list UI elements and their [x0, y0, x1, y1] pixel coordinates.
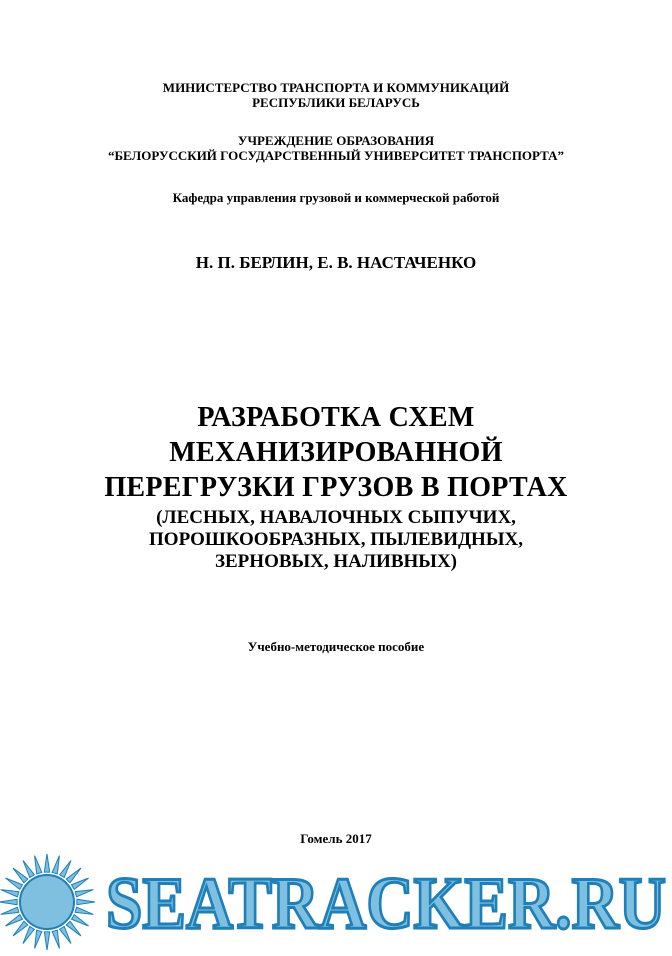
- department: Кафедра управления грузовой и коммерческой работой: [172, 190, 500, 205]
- watermark-text: SEATRACKER.RU: [106, 863, 666, 942]
- watermark-logo: [104, 862, 672, 942]
- place-year: Гомель 2017: [300, 831, 372, 846]
- subtitle-line-2: ПОРОШКООБРАЗНЫХ, ПЫЛЕВИДНЫХ,: [149, 529, 523, 550]
- ministry-line-2: РЕСПУБЛИКИ БЕЛАРУСЬ: [252, 95, 420, 110]
- subtitle-line-1: (ЛЕСНЫХ, НАВАЛОЧНЫХ СЫПУЧИХ,: [156, 507, 516, 528]
- watermark-sun-icon: [0, 846, 110, 956]
- institution-line-1: УЧРЕЖДЕНИЕ ОБРАЗОВАНИЯ: [237, 133, 435, 148]
- title-line-1: РАЗРАБОТКА СХЕМ: [197, 402, 475, 433]
- institution-line-2: “БЕЛОРУССКИЙ ГОСУДАРСТВЕННЫЙ УНИВЕРСИТЕТ ТРАНСПОРТА”: [107, 148, 565, 163]
- title-line-3: ПЕРЕГРУЗКИ ГРУЗОВ В ПОРТАХ: [104, 472, 568, 503]
- document-type: Учебно-методическое пособие: [247, 639, 425, 654]
- authors: Н. П. БЕРЛИН, Е. В. НАСТАЧЕНКО: [195, 253, 477, 272]
- subtitle-line-3: ЗЕРНОВЫХ, НАЛИВНЫХ): [214, 551, 457, 572]
- title-line-2: МЕХАНИЗИРОВАННОЙ: [169, 437, 503, 468]
- ministry-line-1: МИНИСТЕРСТВО ТРАНСПОРТА И КОММУНИКАЦИЙ: [162, 80, 510, 95]
